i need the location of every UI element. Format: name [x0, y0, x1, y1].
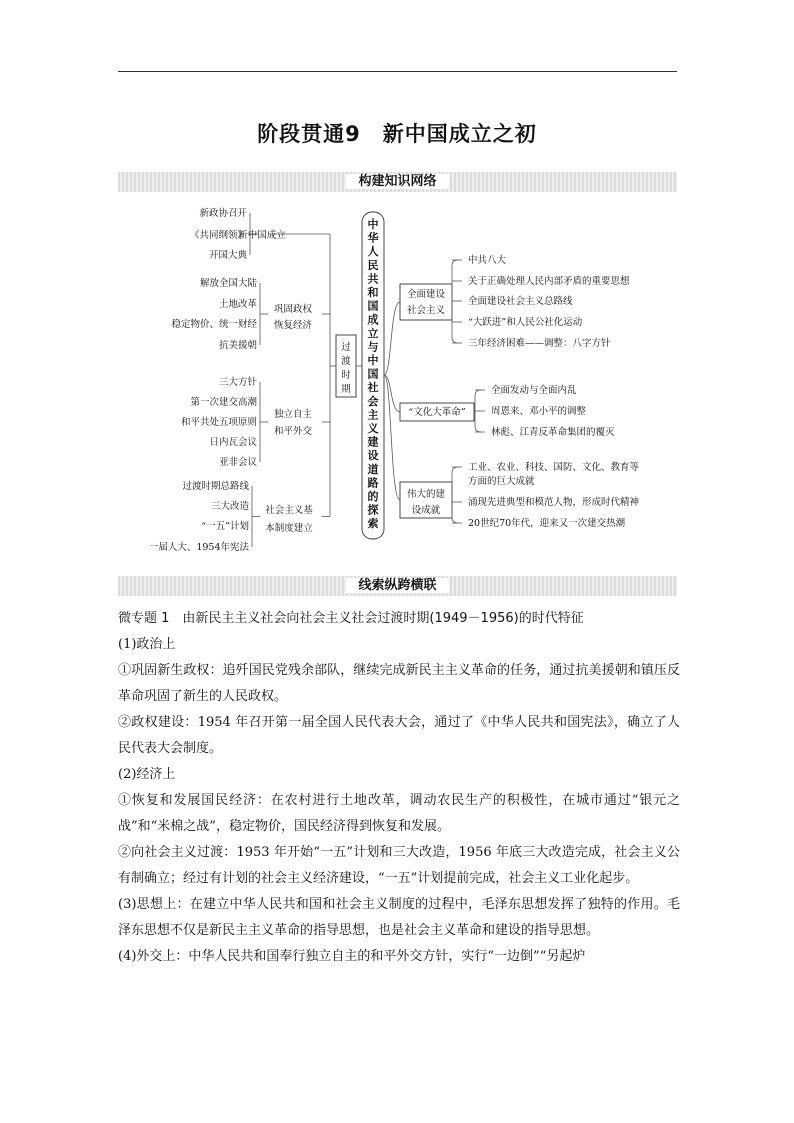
- left-item-text: “一五”计划: [201, 521, 249, 532]
- fan-line: [384, 302, 400, 375]
- bracket-line: [452, 260, 458, 343]
- left-group-label: 本制度建立: [265, 523, 313, 534]
- bracket-line: [452, 467, 458, 523]
- left-item-text: 解放全国大陆: [199, 278, 257, 289]
- right-item-text: 全面发动与全面内乱: [491, 385, 577, 396]
- section-title: 构建知识网络: [346, 174, 448, 189]
- fan-line: [384, 375, 400, 500]
- central-char: 人: [367, 245, 379, 259]
- left-item-text: 抗美援朝: [218, 340, 257, 351]
- paragraph: (3)思想上：在建立中华人民共和国和社会主义制度的过程中，毛泽东思想发挥了独特的作用。毛泽东思想不仅是新民主主义革命的指导思想，也是社会主义革命和建设的指导思想。: [118, 897, 680, 938]
- central-char: 国: [367, 367, 379, 381]
- paragraph: (4)外交上：中华人民共和国奉行独立自主的和平外交方针，实行“一边倒”“另起炉: [118, 949, 586, 964]
- right-item-text: 三年经济困难——调整：八字方针: [468, 338, 611, 349]
- right-item-text: 方面的巨大成就: [468, 476, 535, 487]
- central-char: 建: [367, 435, 379, 449]
- right-item-text: 林彪、江青反革命集团的覆灭: [491, 427, 615, 438]
- transition-char: 渡: [341, 356, 351, 367]
- right-item-text: 关于正确处理人民内部矛盾的重要思想: [468, 276, 630, 287]
- left-item-text: 新政协召开: [199, 208, 247, 219]
- right-item-text: 周恩来、邓小平的调整: [491, 406, 587, 417]
- central-char: 华: [367, 231, 379, 245]
- left-item-text: 日内瓦会议: [209, 437, 257, 448]
- central-char: 义: [367, 422, 379, 435]
- left-group-label: 独立自主: [273, 409, 313, 420]
- central-char: 国: [367, 299, 379, 313]
- central-char: 路: [367, 476, 379, 490]
- right-item-text: 20世纪70年代，迎来又一次建交热潮: [468, 518, 626, 529]
- paragraph: ①恢复和发展国民经济：在农村进行土地改革，调动农民生产的积极性，在城市通过“银元之战”和“米棉之战”，稳定物价，国民经济得到恢复和发展。: [118, 793, 680, 834]
- transition-char: 过: [341, 342, 351, 353]
- transition-char: 时: [341, 370, 351, 381]
- body-text: [118, 606, 680, 970]
- central-char: 和: [367, 286, 379, 299]
- paragraph: (1)政治上: [118, 637, 176, 652]
- right-group-label: 设成就: [411, 505, 441, 516]
- left-group-label: 巩固政权: [273, 304, 313, 315]
- left-item-text: 和平共处五项原则: [180, 417, 257, 428]
- central-char: 会: [367, 394, 379, 408]
- central-char: 中: [367, 354, 379, 367]
- left-group-label: 社会主义基: [265, 505, 313, 516]
- left-item-text: 过渡时期总路线: [182, 481, 249, 492]
- central-char: 与: [367, 340, 379, 354]
- page-title: 阶段贯通9 新中国成立之初: [257, 122, 537, 146]
- transition-char: 期: [341, 384, 351, 395]
- paragraph: (2)经济上: [118, 767, 176, 782]
- paragraph: ①巩固新生政权：追歼国民党残余部队，继续完成新民主主义革命的任务，通过抗美援朝和镇压反革命巩固了新生的人民政权。: [118, 663, 680, 704]
- central-char: 主: [367, 408, 379, 422]
- central-char: 的: [367, 490, 379, 503]
- left-item-text: 亚非会议: [218, 457, 257, 468]
- central-char: 民: [367, 258, 379, 272]
- right-item-text: “大跃进”和人民公社化运动: [468, 317, 583, 328]
- left-item-text: 稳定物价、统一财经: [171, 319, 257, 330]
- left-item-text: 土地改革: [218, 299, 257, 310]
- left-item-text: 一届人大、1954年宪法: [148, 542, 249, 553]
- central-char: 道: [367, 462, 379, 476]
- section-banner-clues: [118, 576, 677, 596]
- central-char: 设: [367, 449, 379, 463]
- right-group-label: 社会主义: [406, 305, 446, 316]
- left-item-text: 开国大典: [208, 250, 247, 261]
- right-group-label: “文化大革命”: [408, 407, 466, 418]
- central-char: 探: [367, 503, 379, 517]
- left-group-label: 恢复经济: [273, 320, 313, 331]
- left-group-label: 新中国成立: [238, 230, 286, 241]
- topic-heading: 微专题 1 由新民主主义社会向社会主义社会过渡时期(1949－1956)的时代特征: [118, 611, 584, 626]
- left-item-text: 第一次建交高潮: [190, 397, 257, 408]
- left-item-text: 三大改造: [210, 501, 249, 512]
- right-item-text: 涌现先进典型和模范人物，形成时代精神: [468, 497, 640, 508]
- paragraph: ②政权建设：1954 年召开第一届全国人民代表大会，通过了《中华人民共和国宪法》，确立了人民代表大会制度。: [118, 715, 680, 756]
- central-char: 社: [367, 381, 379, 395]
- central-char: 中: [367, 218, 379, 231]
- section-title: 线索纵跨横联: [346, 578, 448, 593]
- right-group-label: 伟大的建: [406, 489, 446, 500]
- central-char: 立: [367, 326, 379, 340]
- left-group-label: 和平外交: [273, 426, 313, 437]
- left-item-text: 三大方针: [218, 377, 257, 388]
- right-group-label: 全面建设: [406, 289, 446, 300]
- paragraph: ②向社会主义过渡：1953 年开始“一五”计划和三大改造，1956 年底三大改造完成，社会主义公有制确立；经过有计划的社会主义经济建设，“一五”计划提前完成，社会主义工业化起步。: [118, 845, 680, 886]
- central-char: 成: [367, 313, 379, 327]
- central-char: 索: [367, 517, 379, 531]
- right-item-text: 全面建设社会主义总路线: [468, 296, 573, 307]
- right-item-text: 中共八大: [468, 255, 507, 266]
- right-item-text: 工业、农业、科技、国防、文化、教育等: [468, 462, 640, 473]
- left-item-text: 《共同纲领》: [189, 230, 247, 241]
- central-char: 共: [367, 272, 379, 286]
